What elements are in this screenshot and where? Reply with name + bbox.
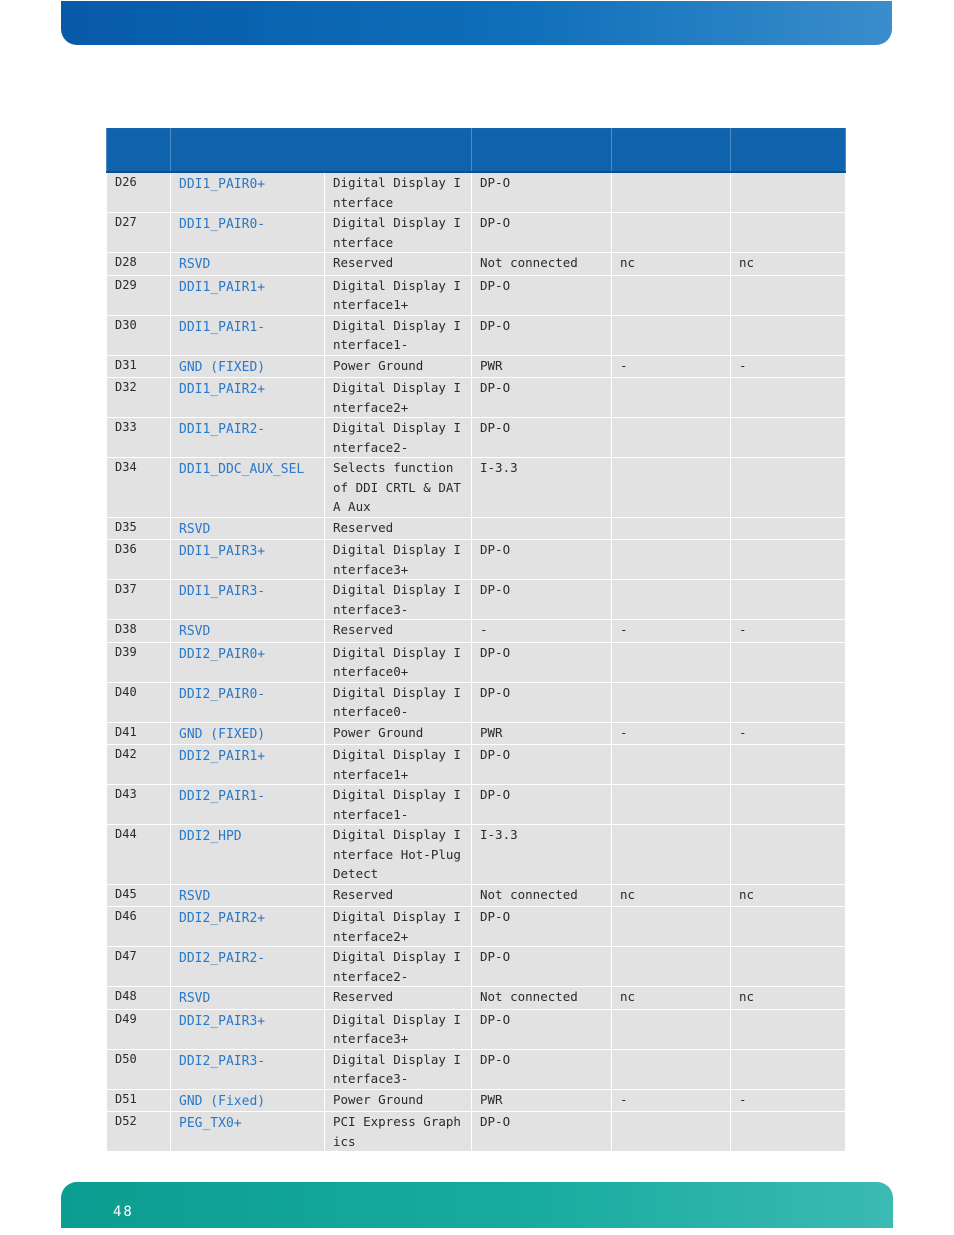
table-row — [107, 884, 846, 907]
col5-cell — [612, 947, 731, 987]
description-cell: Power Ground — [325, 355, 472, 378]
type-cell: DP-O — [472, 745, 612, 785]
col5-cell — [612, 517, 731, 540]
description-cell: Digital Display Interface2+ — [325, 907, 472, 947]
col5-cell — [612, 172, 731, 213]
col5-cell: - — [612, 1089, 731, 1112]
col6-cell — [731, 275, 846, 315]
table-row — [107, 1049, 846, 1089]
type-cell: Not connected — [472, 884, 612, 907]
table-row — [107, 458, 846, 518]
table-row — [107, 1112, 846, 1152]
col6-cell — [731, 642, 846, 682]
table-row — [107, 745, 846, 785]
description-cell: Power Ground — [325, 1089, 472, 1112]
col5-cell: nc — [612, 253, 731, 276]
description-cell: Digital Display Interface1+ — [325, 275, 472, 315]
type-cell: PWR — [472, 722, 612, 745]
col6-cell — [731, 682, 846, 722]
col6-cell — [731, 458, 846, 518]
page-number: 48 — [113, 1204, 134, 1220]
col5-cell — [612, 1049, 731, 1089]
pin-cell: D32 — [107, 378, 171, 418]
type-cell: DP-O — [472, 1112, 612, 1152]
pin-cell: D49 — [107, 1009, 171, 1049]
col5-cell — [612, 418, 731, 458]
table-row — [107, 682, 846, 722]
signal-cell[interactable]: DDI1_PAIR0- — [171, 213, 325, 253]
type-cell: DP-O — [472, 580, 612, 620]
table-row — [107, 275, 846, 315]
col5-cell: nc — [612, 987, 731, 1010]
pin-cell: D44 — [107, 825, 171, 885]
type-cell: DP-O — [472, 275, 612, 315]
pin-cell: D31 — [107, 355, 171, 378]
col6-cell — [731, 418, 846, 458]
description-cell: Digital Display Interface3+ — [325, 540, 472, 580]
table-row — [107, 825, 846, 885]
col5-cell — [612, 458, 731, 518]
description-cell: Power Ground — [325, 722, 472, 745]
header-cell-type — [472, 129, 612, 173]
col6-cell — [731, 315, 846, 355]
col6-cell — [731, 1049, 846, 1089]
pin-cell: D26 — [107, 172, 171, 213]
col6-cell: - — [731, 355, 846, 378]
pin-cell: D43 — [107, 785, 171, 825]
col5-cell: nc — [612, 884, 731, 907]
col6-cell: - — [731, 620, 846, 643]
pin-cell: D40 — [107, 682, 171, 722]
col5-cell — [612, 745, 731, 785]
col5-cell — [612, 315, 731, 355]
pin-cell: D50 — [107, 1049, 171, 1089]
table-row — [107, 172, 846, 213]
col5-cell — [612, 642, 731, 682]
table-row — [107, 987, 846, 1010]
description-cell: Reserved — [325, 253, 472, 276]
description-cell: Digital Display Interface2+ — [325, 378, 472, 418]
type-cell: DP-O — [472, 682, 612, 722]
header-cell-signal — [171, 129, 472, 173]
signal-cell[interactable]: DDI1_PAIR1- — [171, 315, 325, 355]
table-body — [107, 172, 846, 1152]
signal-cell[interactable]: RSVD — [171, 517, 325, 540]
col6-cell — [731, 825, 846, 885]
pin-cell: D47 — [107, 947, 171, 987]
type-cell: DP-O — [472, 947, 612, 987]
signal-cell[interactable]: DDI2_HPD — [171, 825, 325, 885]
signal-cell[interactable]: GND (Fixed) — [171, 1089, 325, 1112]
signal-cell[interactable]: DDI2_PAIR2- — [171, 947, 325, 987]
table-row — [107, 907, 846, 947]
description-cell: Digital Display Interface1- — [325, 785, 472, 825]
pin-cell: D28 — [107, 253, 171, 276]
col5-cell — [612, 1112, 731, 1152]
col6-cell: - — [731, 722, 846, 745]
type-cell — [472, 517, 612, 540]
pin-cell: D45 — [107, 884, 171, 907]
col6-cell — [731, 1112, 846, 1152]
table-row — [107, 355, 846, 378]
col5-cell — [612, 580, 731, 620]
type-cell: Not connected — [472, 987, 612, 1010]
signal-cell[interactable]: GND (FIXED) — [171, 355, 325, 378]
signal-cell[interactable]: DDI2_PAIR2+ — [171, 907, 325, 947]
signal-cell[interactable]: DDI2_PAIR0- — [171, 682, 325, 722]
pin-cell: D34 — [107, 458, 171, 518]
col5-cell — [612, 785, 731, 825]
col6-cell — [731, 907, 846, 947]
signal-cell[interactable]: DDI1_PAIR1+ — [171, 275, 325, 315]
description-cell: Selects function of DDI CRTL & DATA Aux — [325, 458, 472, 518]
col5-cell: - — [612, 355, 731, 378]
table-row — [107, 418, 846, 458]
type-cell: PWR — [472, 355, 612, 378]
signal-cell[interactable]: RSVD — [171, 620, 325, 643]
type-cell: DP-O — [472, 213, 612, 253]
col6-cell — [731, 745, 846, 785]
col5-cell — [612, 540, 731, 580]
pin-cell: D36 — [107, 540, 171, 580]
pin-cell: D35 — [107, 517, 171, 540]
type-cell: DP-O — [472, 785, 612, 825]
signal-cell[interactable]: GND (FIXED) — [171, 722, 325, 745]
col6-cell — [731, 378, 846, 418]
signal-cell[interactable]: DDI2_PAIR3- — [171, 1049, 325, 1089]
description-cell: Digital Display Interface3+ — [325, 1009, 472, 1049]
type-cell: - — [472, 620, 612, 643]
col5-cell — [612, 378, 731, 418]
pin-cell: D29 — [107, 275, 171, 315]
signal-cell[interactable]: DDI2_PAIR1+ — [171, 745, 325, 785]
table-row — [107, 642, 846, 682]
signal-cell[interactable]: RSVD — [171, 253, 325, 276]
type-cell: DP-O — [472, 1049, 612, 1089]
pin-cell: D42 — [107, 745, 171, 785]
table-row — [107, 517, 846, 540]
signal-cell[interactable]: DDI1_PAIR3+ — [171, 540, 325, 580]
table-row — [107, 722, 846, 745]
table-row — [107, 378, 846, 418]
table-row — [107, 620, 846, 643]
type-cell: DP-O — [472, 1009, 612, 1049]
col6-cell: nc — [731, 987, 846, 1010]
col5-cell — [612, 1009, 731, 1049]
col5-cell — [612, 907, 731, 947]
pin-cell: D52 — [107, 1112, 171, 1152]
col6-cell: - — [731, 1089, 846, 1112]
type-cell: Not connected — [472, 253, 612, 276]
pin-cell: D39 — [107, 642, 171, 682]
description-cell: Digital Display Interface Hot-Plug Detect — [325, 825, 472, 885]
col5-cell — [612, 825, 731, 885]
col6-cell — [731, 1009, 846, 1049]
type-cell: DP-O — [472, 172, 612, 213]
top-banner — [61, 1, 892, 45]
col6-cell — [731, 540, 846, 580]
description-cell: Reserved — [325, 517, 472, 540]
type-cell: PWR — [472, 1089, 612, 1112]
col6-cell — [731, 517, 846, 540]
table-row — [107, 947, 846, 987]
pin-cell: D38 — [107, 620, 171, 643]
col5-cell: - — [612, 620, 731, 643]
pin-cell: D46 — [107, 907, 171, 947]
description-cell: Digital Display Interface0- — [325, 682, 472, 722]
description-cell: Digital Display Interface — [325, 172, 472, 213]
header-cell-pin — [107, 129, 171, 173]
col5-cell — [612, 213, 731, 253]
type-cell: I-3.3 — [472, 825, 612, 885]
pin-cell: D27 — [107, 213, 171, 253]
header-cell-col5 — [612, 129, 731, 173]
signal-cell[interactable]: PEG_TX0+ — [171, 1112, 325, 1152]
col6-cell — [731, 785, 846, 825]
type-cell: DP-O — [472, 418, 612, 458]
bottom-banner — [61, 1182, 893, 1228]
type-cell: DP-O — [472, 907, 612, 947]
description-cell: Reserved — [325, 884, 472, 907]
pin-cell: D51 — [107, 1089, 171, 1112]
col6-cell — [731, 213, 846, 253]
description-cell: Digital Display Interface2- — [325, 418, 472, 458]
table-row — [107, 580, 846, 620]
type-cell: DP-O — [472, 315, 612, 355]
table-row — [107, 1089, 846, 1112]
col5-cell: - — [612, 722, 731, 745]
description-cell: PCI Express Graphics — [325, 1112, 472, 1152]
type-cell: DP-O — [472, 642, 612, 682]
description-cell: Reserved — [325, 620, 472, 643]
description-cell: Digital Display Interface1- — [325, 315, 472, 355]
col5-cell — [612, 275, 731, 315]
col6-cell: nc — [731, 253, 846, 276]
signal-cell[interactable]: DDI1_PAIR2+ — [171, 378, 325, 418]
description-cell: Digital Display Interface0+ — [325, 642, 472, 682]
table-row — [107, 315, 846, 355]
signal-cell[interactable]: DDI1_PAIR0+ — [171, 172, 325, 213]
type-cell: I-3.3 — [472, 458, 612, 518]
table-row — [107, 1009, 846, 1049]
description-cell: Digital Display Interface3- — [325, 580, 472, 620]
table-row — [107, 253, 846, 276]
description-cell: Digital Display Interface1+ — [325, 745, 472, 785]
table-row — [107, 785, 846, 825]
signal-cell[interactable]: DDI1_PAIR3- — [171, 580, 325, 620]
description-cell: Digital Display Interface — [325, 213, 472, 253]
pin-cell: D41 — [107, 722, 171, 745]
table-header — [107, 129, 846, 173]
pin-cell: D33 — [107, 418, 171, 458]
pin-cell: D30 — [107, 315, 171, 355]
col6-cell: nc — [731, 884, 846, 907]
pin-cell: D48 — [107, 987, 171, 1010]
description-cell: Digital Display Interface2- — [325, 947, 472, 987]
col6-cell — [731, 580, 846, 620]
type-cell: DP-O — [472, 378, 612, 418]
type-cell: DP-O — [472, 540, 612, 580]
signal-cell[interactable]: DDI2_PAIR0+ — [171, 642, 325, 682]
signal-cell[interactable]: DDI2_PAIR3+ — [171, 1009, 325, 1049]
header-cell-col6 — [731, 129, 846, 173]
table-row — [107, 540, 846, 580]
col6-cell — [731, 172, 846, 213]
signal-cell[interactable]: RSVD — [171, 884, 325, 907]
pinout-table — [106, 128, 846, 1152]
signal-cell[interactable]: DDI1_DDC_AUX_SEL — [171, 458, 325, 518]
signal-cell[interactable]: DDI1_PAIR2- — [171, 418, 325, 458]
signal-cell[interactable]: RSVD — [171, 987, 325, 1010]
pin-cell: D37 — [107, 580, 171, 620]
col6-cell — [731, 947, 846, 987]
description-cell: Reserved — [325, 987, 472, 1010]
table-row — [107, 213, 846, 253]
col5-cell — [612, 682, 731, 722]
signal-cell[interactable]: DDI2_PAIR1- — [171, 785, 325, 825]
description-cell: Digital Display Interface3- — [325, 1049, 472, 1089]
